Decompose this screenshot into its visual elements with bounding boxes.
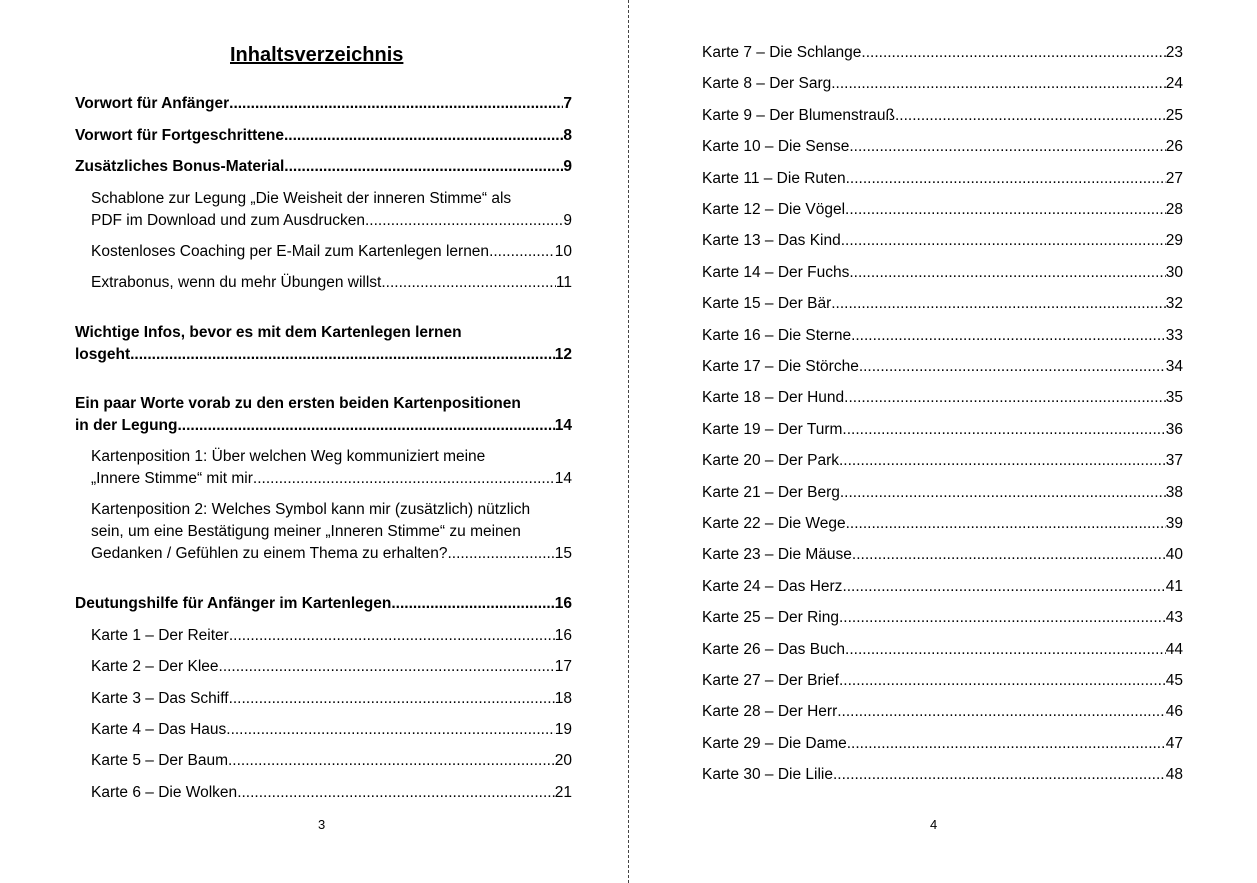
toc-entry[interactable]: Karte 16 – Die Sterne ..... 33 [702,325,1183,347]
toc-entry[interactable]: Karte 2 – Der Klee ..... 17 [91,656,572,678]
toc-entry[interactable]: Karte 5 – Der Baum ..... 20 [91,750,572,772]
toc-entry[interactable]: Wichtige Infos, bevor es mit dem Kartenlegen lernen losgeht ..... 12 [75,322,572,366]
toc-entry[interactable]: Karte 30 – Die Lilie ..... 48 [702,764,1183,786]
toc-entry[interactable]: Extrabonus, wenn du mehr Übungen willst ..... 11 [91,272,572,294]
toc-entry[interactable]: Kartenposition 2: Welches Symbol kann mir (zusätzlich) nützlich sein, um eine Bestätigung meiner „Inneren Stimme“ zu meinen Gedanken / Gefühlen zu einem Thema zu erhalten? ..... 15 [91,499,572,565]
toc-entry[interactable]: Vorwort für Fortgeschrittene ..... 8 [75,125,572,147]
page-number: 3 [318,817,326,832]
toc-entry[interactable]: Karte 26 – Das Buch ..... 44 [702,639,1183,661]
left-page [0,0,628,883]
toc-entry[interactable]: Karte 12 – Die Vögel ..... 28 [702,199,1183,221]
toc-entry[interactable]: Karte 6 – Die Wolken ..... 21 [91,782,572,804]
toc-entry[interactable]: Karte 11 – Die Ruten ..... 27 [702,168,1183,190]
toc-entry[interactable]: Kartenposition 1: Über welchen Weg kommuniziert meine „Innere Stimme“ mit mir ..... 14 [91,446,572,490]
toc-title: Inhaltsverzeichnis [230,44,404,66]
toc-entry[interactable]: Karte 28 – Der Herr ..... 46 [702,701,1183,723]
page-number: 4 [930,817,938,832]
toc-entry[interactable]: Karte 22 – Die Wege ..... 39 [702,513,1183,535]
toc-entry[interactable]: Kostenloses Coaching per E-Mail zum Kartenlegen lernen ..... 10 [91,241,572,263]
toc-entry[interactable]: Karte 7 – Die Schlange ..... 23 [702,42,1183,64]
toc-entry[interactable]: Karte 25 – Der Ring ..... 43 [702,607,1183,629]
toc-entry[interactable]: Karte 9 – Der Blumenstrauß ..... 25 [702,105,1183,127]
toc-entry[interactable]: Karte 23 – Die Mäuse ..... 40 [702,544,1183,566]
toc-entry[interactable]: Karte 21 – Der Berg ..... 38 [702,482,1183,504]
toc-entry[interactable]: Vorwort für Anfänger ..... 7 [75,93,572,115]
toc-entry[interactable]: Karte 1 – Der Reiter ..... 16 [91,625,572,647]
toc-entry[interactable]: Karte 14 – Der Fuchs ..... 30 [702,262,1183,284]
toc-entry[interactable]: Schablone zur Legung „Die Weisheit der inneren Stimme“ als PDF im Download und zum Ausdrucken ..... 9 [91,188,572,232]
toc-entry[interactable]: Zusätzliches Bonus-Material ..... 9 [75,156,572,178]
toc-entry[interactable]: Karte 3 – Das Schiff ..... 18 [91,688,572,710]
toc-entry[interactable]: Karte 13 – Das Kind ..... 29 [702,230,1183,252]
toc-entry[interactable]: Karte 18 – Der Hund ..... 35 [702,387,1183,409]
right-page [630,0,1257,883]
toc-entry[interactable]: Karte 10 – Die Sense ..... 26 [702,136,1183,158]
toc-entry[interactable]: Karte 15 – Der Bär ..... 32 [702,293,1183,315]
toc-entry[interactable]: Karte 24 – Das Herz ..... 41 [702,576,1183,598]
toc-entry[interactable]: Deutungshilfe für Anfänger im Kartenlegen ..... 16 [75,593,572,615]
page-divider [628,0,629,883]
toc-entry[interactable]: Karte 20 – Der Park ..... 37 [702,450,1183,472]
toc-entry[interactable]: Ein paar Worte vorab zu den ersten beiden Kartenpositionen in der Legung ..... 14 [75,393,572,437]
toc-entry[interactable]: Karte 17 – Die Störche ..... 34 [702,356,1183,378]
toc-entry[interactable]: Karte 8 – Der Sarg ..... 24 [702,73,1183,95]
toc-entry[interactable]: Karte 19 – Der Turm ..... 36 [702,419,1183,441]
toc-entry[interactable]: Karte 27 – Der Brief ..... 45 [702,670,1183,692]
toc-entry[interactable]: Karte 4 – Das Haus ..... 19 [91,719,572,741]
toc-entry[interactable]: Karte 29 – Die Dame ..... 47 [702,733,1183,755]
